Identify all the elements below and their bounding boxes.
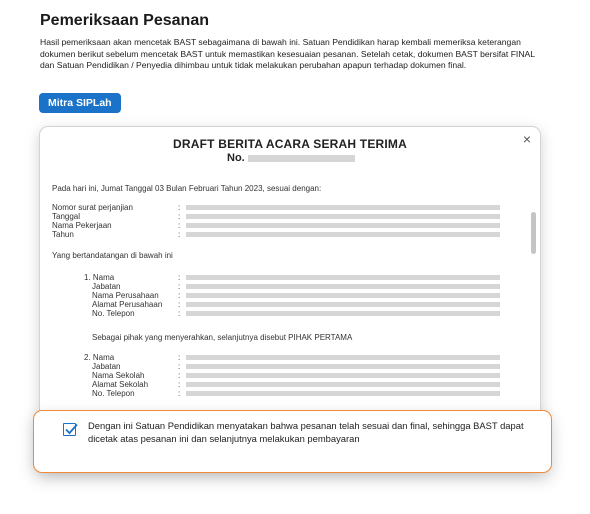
mitra-siplah-button[interactable]: Mitra SIPLah	[39, 93, 121, 113]
field-value-placeholder	[186, 311, 500, 316]
draft-title: DRAFT BERITA ACARA SERAH TERIMA	[173, 137, 407, 151]
field-colon: :	[178, 380, 181, 389]
field-label: 2. Nama	[84, 353, 115, 362]
field-value-placeholder	[186, 373, 500, 378]
field-colon: :	[178, 291, 181, 300]
field-label: Alamat Perusahaan	[92, 300, 163, 309]
field-value-placeholder	[186, 302, 500, 307]
field-value-placeholder	[186, 275, 500, 280]
field-label: Tanggal	[52, 212, 81, 221]
party1-field-row	[40, 309, 540, 318]
party1-field-row	[40, 300, 540, 309]
field-colon: :	[178, 273, 181, 282]
field-label: 1. Nama	[84, 273, 115, 282]
field-colon: :	[178, 300, 181, 309]
field-colon: :	[178, 389, 181, 398]
check-icon	[63, 421, 79, 437]
consent-panel	[33, 410, 552, 473]
field-label: Alamat Sekolah	[92, 380, 149, 389]
field-value-placeholder	[186, 284, 500, 289]
party2-field-row	[40, 353, 540, 362]
field-label: Nama Perusahaan	[92, 291, 159, 300]
field-label: Jabatan	[92, 362, 121, 371]
party2-field-row	[40, 362, 540, 371]
contract-field-row	[40, 230, 540, 239]
field-value-placeholder	[186, 232, 500, 237]
consent-checkbox[interactable]	[63, 423, 76, 436]
field-colon: :	[178, 362, 181, 371]
field-colon: :	[178, 230, 181, 239]
field-value-placeholder	[186, 223, 500, 228]
draft-number-label: No.	[227, 152, 245, 164]
page-title: Pemeriksaan Pesanan	[40, 12, 209, 29]
contract-field-row	[40, 203, 540, 212]
field-colon: :	[178, 309, 181, 318]
field-colon: :	[178, 371, 181, 380]
draft-number-placeholder	[248, 155, 355, 162]
field-colon: :	[178, 221, 181, 230]
field-label: No. Telepon	[92, 389, 135, 398]
consent-text: Dengan ini Satuan Pendidikan menyatakan bahwa pesanan telah sesuai dan final, sehingga BAST dapat dicetak atas pesanan ini dan selanjutnya melakukan pembayaran	[88, 420, 524, 444]
field-label: Jabatan	[92, 282, 121, 291]
field-value-placeholder	[186, 382, 500, 387]
close-icon[interactable]: ×	[522, 131, 531, 147]
field-colon: :	[178, 212, 181, 221]
party1-field-row	[40, 282, 540, 291]
field-value-placeholder	[186, 391, 500, 396]
intro-text: Pada hari ini, Jumat Tanggal 03 Bulan Februari Tahun 2023, sesuai dengan:	[52, 184, 322, 193]
field-value-placeholder	[186, 293, 500, 298]
field-label: Tahun	[52, 230, 74, 239]
party1-field-row	[40, 273, 540, 282]
contract-field-row	[40, 221, 540, 230]
field-colon: :	[178, 203, 181, 212]
field-label: Nama Pekerjaan	[52, 221, 112, 230]
party1-field-row	[40, 291, 540, 300]
field-label: Nama Sekolah	[92, 371, 145, 380]
party1-note: Sebagai pihak yang menyerahkan, selanjutnya disebut PIHAK PERTAMA	[92, 333, 353, 342]
field-value-placeholder	[186, 214, 500, 219]
signed-heading: Yang bertandatangan di bawah ini	[52, 251, 173, 260]
field-colon: :	[178, 282, 181, 291]
page-description: Hasil pemeriksaan akan mencetak BAST sebagaimana di bawah ini. Satuan Pendidikan harap kembali memeriksa keterangan dokumen berikut sebelum mencetak BAST untuk memastikan kesesuaian pesanan. Setelah cetak, dokumen BAST bersifat FINAL dan Satuan Pendidikan / Penyedia dihimbau untuk tidak melakukan perubahan apapun terhadap dokumen final.	[40, 37, 535, 70]
field-colon: :	[178, 353, 181, 362]
field-value-placeholder	[186, 364, 500, 369]
field-label: No. Telepon	[92, 309, 135, 318]
field-value-placeholder	[186, 355, 500, 360]
contract-field-row	[40, 212, 540, 221]
field-label: Nomor surat perjanjian	[52, 203, 133, 212]
party2-field-row	[40, 371, 540, 380]
party2-field-row	[40, 389, 540, 398]
party2-field-row	[40, 380, 540, 389]
field-value-placeholder	[186, 205, 500, 210]
